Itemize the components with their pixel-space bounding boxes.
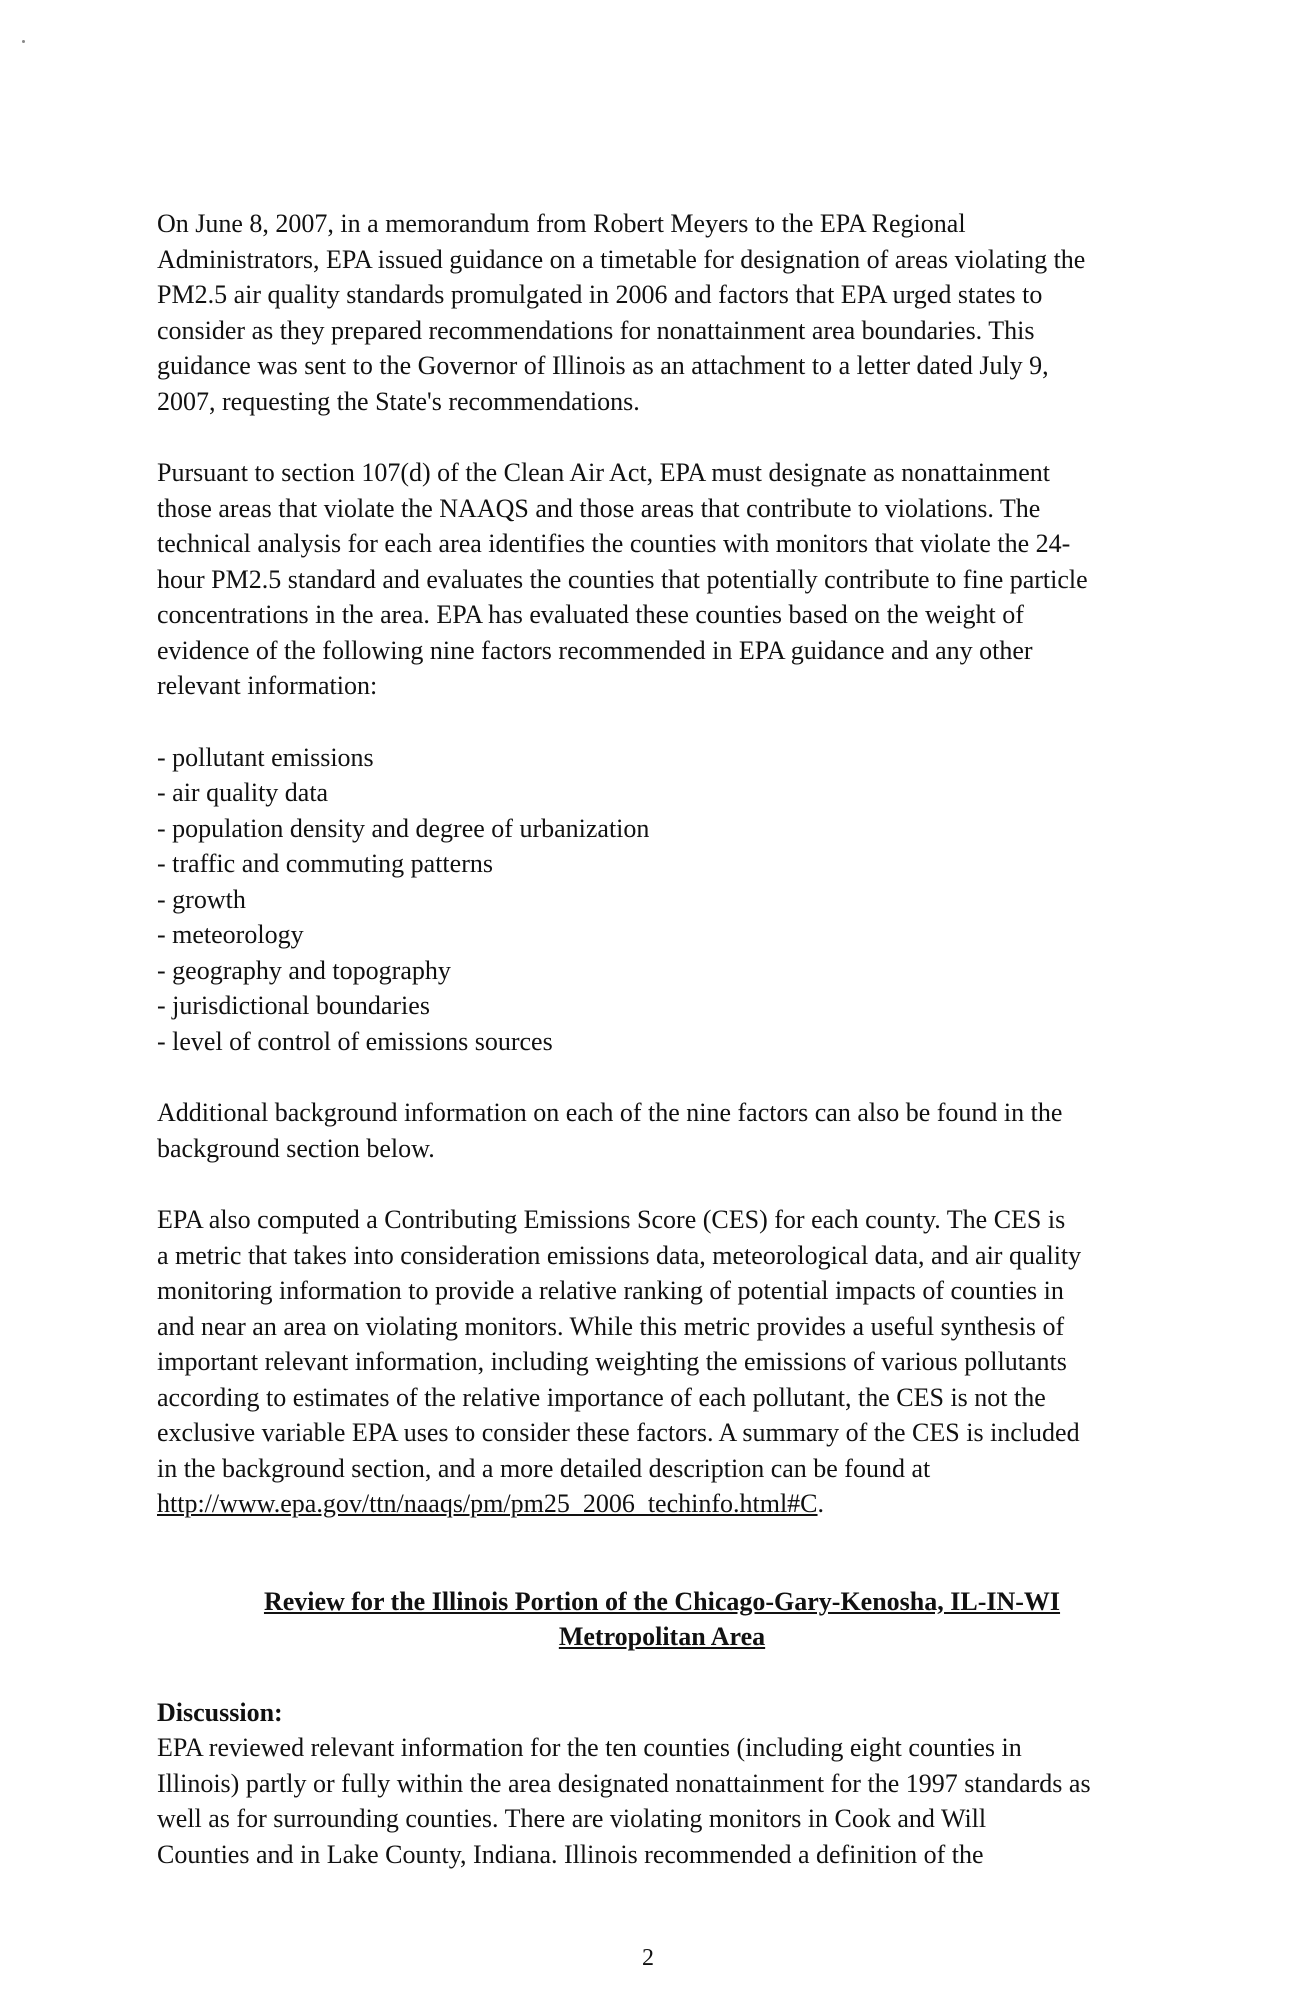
paragraph-background: Additional background information on each of the nine factors can also be found in the background section below.: [157, 1098, 1063, 1163]
list-item: - growth: [157, 884, 246, 914]
page-number: 2: [642, 1945, 654, 1971]
list-item: - meteorology: [157, 920, 304, 949]
list-item: - jurisdictional boundaries: [157, 991, 430, 1020]
list-item: - pollutant emissions: [157, 742, 374, 772]
list-item: - traffic and commuting patterns: [157, 849, 493, 878]
paragraph-guidance: On June 8, 2007, in a memorandum from Robert Meyers to the EPA Regional Administrators, EPA issued guidance on a timetable for designation of areas violating the PM2.5 air quality standards promulgated in 2006 and factors that EPA urged states to consider as they prepared recommendations for nonattainment area boundaries. This guidance was sent to the Governor of Illinois as an attachment to a letter dated July 9, 2007, requesting the State's recommendations.: [157, 209, 1086, 416]
paragraph-discussion: EPA reviewed relevant information for the ten counties (including eight counties in Illinois) partly or fully within the area designated nonattainment for the 1997 standards as well as for surrounding counties. There are violating monitors in Cook and Will Counties and in Lake County, Indiana. Illinois recommended a definition of the: [157, 1733, 1091, 1869]
paragraph-section-107d: Pursuant to section 107(d) of the Clean Air Act, EPA must designate as nonattainment those areas that violate the NAAQS and those areas that contribute to violations. The technical analysis for each area identifies the counties with monitors that violate the 24- hour PM2.5 standard and evaluates the counties that potentially contribute to fine particle concentrations in the area. EPA has evaluated these counties based on the weight of evidence of the following nine factors recommended in EPA guidance and any other relevant information:: [157, 458, 1088, 700]
paragraph-ces: [157, 1202, 1296, 1522]
factor-list: [157, 740, 1296, 1060]
techinfo-link[interactable]: http://www.epa.gov/ttn/naaqs/pm/pm25_2006_techinfo.html#C: [157, 1489, 818, 1518]
section-heading: Review for the Illinois Portion of the Chicago-Gary-Kenosha, IL-IN-WI Metropolitan Area: [263, 1586, 1061, 1651]
list-item: - air quality data: [157, 778, 329, 807]
document-body: [157, 206, 1296, 1872]
list-item: - population density and degree of urbanization: [157, 813, 650, 843]
ces-end: .: [817, 1489, 825, 1518]
discussion-label: Discussion:: [157, 1697, 283, 1727]
list-item: - geography and topography: [157, 955, 451, 985]
ces-text: EPA also computed a Contributing Emissions Score (CES) for each county. The CES is a metric that takes into consideration emissions data, meteorological data, and air quality monitoring information to provide a relative ranking of potential impacts of counties in and near an area on violating monitors. While this metric provides a useful synthesis of important relevant information, including weighting the emissions of various pollutants according to estimates of the relative importance of each pollutant, the CES is not the exclusive variable EPA uses to consider these factors. A summary of the CES is included in the background section, and a more detailed description can be found at: [157, 1205, 1082, 1483]
scan-speck: [22, 40, 25, 43]
list-item: - level of control of emissions sources: [157, 1026, 553, 1056]
